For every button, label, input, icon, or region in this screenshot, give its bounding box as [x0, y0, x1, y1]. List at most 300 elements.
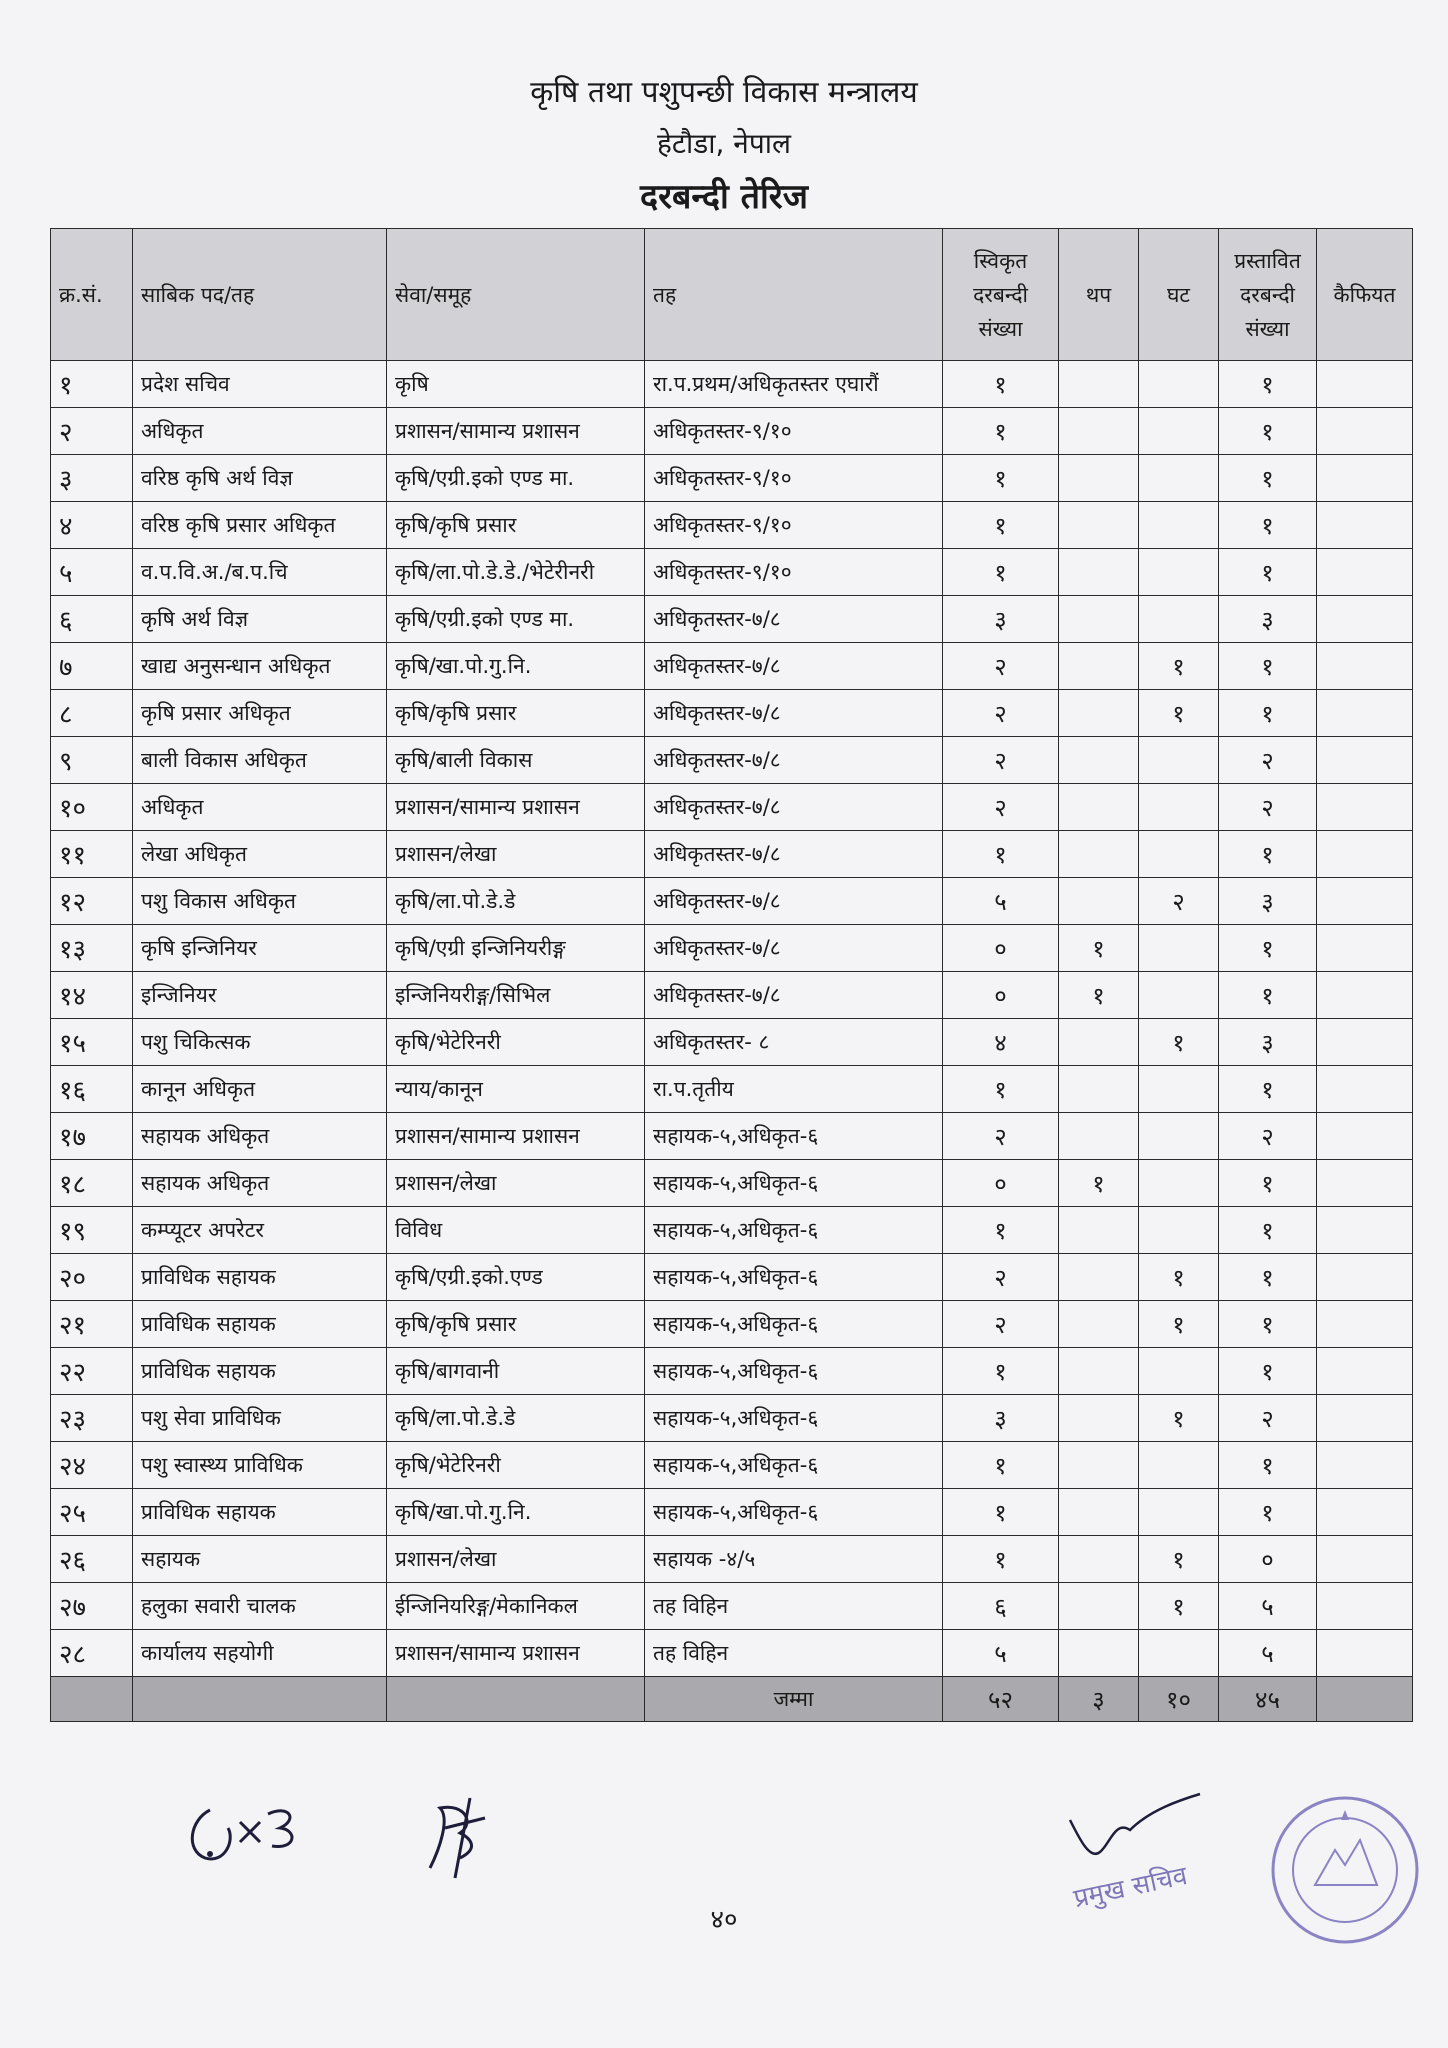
cell-reduce: १: [1139, 643, 1219, 690]
cell-approved: २: [943, 690, 1059, 737]
cell-reduce: १: [1139, 690, 1219, 737]
cell-reduce: १: [1139, 1254, 1219, 1301]
cell-reduce: [1139, 1489, 1219, 1536]
cell-sn: २०: [51, 1254, 133, 1301]
cell-add: [1059, 1113, 1139, 1160]
cell-proposed: ३: [1219, 878, 1317, 925]
total-empty-cell: [387, 1677, 645, 1722]
cell-level: सहायक-५,अधिकृत-६: [645, 1113, 943, 1160]
table-row: [51, 925, 1413, 972]
cell-level: अधिकृतस्तर-७/८: [645, 737, 943, 784]
cell-proposed: १: [1219, 1160, 1317, 1207]
cell-service: कृषि/ला.पो.डे.डे: [387, 878, 645, 925]
cell-service: कृषि/भेटेरिनरी: [387, 1442, 645, 1489]
cell-remark: [1317, 1160, 1413, 1207]
cell-remark: [1317, 1583, 1413, 1630]
cell-add: [1059, 1489, 1139, 1536]
cell-remark: [1317, 878, 1413, 925]
total-empty-cell: [51, 1677, 133, 1722]
cell-approved: १: [943, 1536, 1059, 1583]
location: हेटौडा, नेपाल: [657, 127, 791, 160]
cell-proposed: १: [1219, 1066, 1317, 1113]
cell-sn: २: [51, 408, 133, 455]
cell-add: [1059, 1583, 1139, 1630]
cell-sn: १६: [51, 1066, 133, 1113]
cell-level: अधिकृतस्तर-७/८: [645, 972, 943, 1019]
col-header-remark: कैफियत: [1317, 229, 1413, 361]
cell-reduce: [1139, 1348, 1219, 1395]
cell-approved: २: [943, 643, 1059, 690]
cell-approved: ०: [943, 972, 1059, 1019]
cell-level: सहायक-५,अधिकृत-६: [645, 1395, 943, 1442]
cell-add: १: [1059, 1160, 1139, 1207]
cell-post: अधिकृत: [133, 408, 387, 455]
cell-reduce: १: [1139, 1395, 1219, 1442]
cell-remark: [1317, 1019, 1413, 1066]
cell-sn: २१: [51, 1301, 133, 1348]
cell-post: कृषि अर्थ विज्ञ: [133, 596, 387, 643]
col-header-approved: स्विकृत दरबन्दी संख्या: [943, 229, 1059, 361]
cell-post: वरिष्ठ कृषि अर्थ विज्ञ: [133, 455, 387, 502]
cell-level: अधिकृतस्तर-९/१०: [645, 549, 943, 596]
cell-approved: १: [943, 502, 1059, 549]
cell-approved: ३: [943, 596, 1059, 643]
cell-remark: [1317, 408, 1413, 455]
cell-sn: २५: [51, 1489, 133, 1536]
cell-service: कृषि/खा.पो.गु.नि.: [387, 643, 645, 690]
cell-remark: [1317, 1630, 1413, 1677]
cell-service: कृषि/एग्री.इको एण्ड मा.: [387, 455, 645, 502]
cell-sn: १७: [51, 1113, 133, 1160]
cell-proposed: १: [1219, 831, 1317, 878]
cell-approved: १: [943, 549, 1059, 596]
col-header-post: साबिक पद/तह: [133, 229, 387, 361]
cell-post: इन्जिनियर: [133, 972, 387, 1019]
cell-remark: [1317, 596, 1413, 643]
cell-add: [1059, 1066, 1139, 1113]
cell-proposed: ३: [1219, 596, 1317, 643]
cell-approved: १: [943, 455, 1059, 502]
cell-approved: २: [943, 1254, 1059, 1301]
cell-remark: [1317, 925, 1413, 972]
cell-reduce: [1139, 737, 1219, 784]
cell-reduce: [1139, 925, 1219, 972]
cell-sn: ५: [51, 549, 133, 596]
cell-remark: [1317, 502, 1413, 549]
cell-proposed: १: [1219, 1489, 1317, 1536]
cell-approved: ५: [943, 1630, 1059, 1677]
cell-remark: [1317, 455, 1413, 502]
cell-sn: २२: [51, 1348, 133, 1395]
col-header-proposed: प्रस्तावित दरबन्दी संख्या: [1219, 229, 1317, 361]
cell-proposed: १: [1219, 455, 1317, 502]
cell-reduce: [1139, 1113, 1219, 1160]
cell-sn: ७: [51, 643, 133, 690]
table-row: [51, 1113, 1413, 1160]
cell-post: अधिकृत: [133, 784, 387, 831]
cell-service: कृषि/खा.पो.गु.नि.: [387, 1489, 645, 1536]
cell-approved: १: [943, 1348, 1059, 1395]
cell-post: व.प.वि.अ./ब.प.चि: [133, 549, 387, 596]
cell-post: प्राविधिक सहायक: [133, 1348, 387, 1395]
table-row: [51, 1019, 1413, 1066]
cell-add: [1059, 1630, 1139, 1677]
cell-post: वरिष्ठ कृषि प्रसार अधिकृत: [133, 502, 387, 549]
cell-level: सहायक-५,अधिकृत-६: [645, 1301, 943, 1348]
cell-reduce: २: [1139, 878, 1219, 925]
cell-remark: [1317, 1395, 1413, 1442]
cell-post: पशु स्वास्थ्य प्राविधिक: [133, 1442, 387, 1489]
cell-add: [1059, 455, 1139, 502]
cell-approved: ०: [943, 925, 1059, 972]
cell-add: [1059, 549, 1139, 596]
cell-post: कम्प्यूटर अपरेटर: [133, 1207, 387, 1254]
cell-reduce: [1139, 1207, 1219, 1254]
cell-approved: १: [943, 1207, 1059, 1254]
cell-add: [1059, 1348, 1139, 1395]
cell-post: पशु विकास अधिकृत: [133, 878, 387, 925]
col-header-service: सेवा/समूह: [387, 229, 645, 361]
table-row: [51, 1442, 1413, 1489]
table-row: [51, 1254, 1413, 1301]
table-row: [51, 737, 1413, 784]
cell-proposed: ५: [1219, 1583, 1317, 1630]
table-row: [51, 1066, 1413, 1113]
cell-reduce: [1139, 1442, 1219, 1489]
cell-add: [1059, 1207, 1139, 1254]
cell-post: कार्यालय सहयोगी: [133, 1630, 387, 1677]
total-empty-cell: [133, 1677, 387, 1722]
cell-level: सहायक-५,अधिकृत-६: [645, 1442, 943, 1489]
cell-post: सहायक अधिकृत: [133, 1160, 387, 1207]
cell-approved: १: [943, 1066, 1059, 1113]
cell-post: बाली विकास अधिकृत: [133, 737, 387, 784]
table-body: [51, 361, 1413, 1677]
cell-remark: [1317, 737, 1413, 784]
stamp-text: प्रमुख सचिव: [1071, 1860, 1190, 1915]
table-row: [51, 1536, 1413, 1583]
cell-proposed: १: [1219, 1301, 1317, 1348]
cell-sn: ४: [51, 502, 133, 549]
cell-sn: १२: [51, 878, 133, 925]
cell-service: कृषि: [387, 361, 645, 408]
cell-sn: ८: [51, 690, 133, 737]
cell-proposed: १: [1219, 1348, 1317, 1395]
cell-reduce: [1139, 972, 1219, 1019]
cell-remark: [1317, 690, 1413, 737]
cell-add: [1059, 1536, 1139, 1583]
cell-post: पशु सेवा प्राविधिक: [133, 1395, 387, 1442]
cell-add: [1059, 1254, 1139, 1301]
cell-add: [1059, 831, 1139, 878]
cell-level: सहायक-५,अधिकृत-६: [645, 1489, 943, 1536]
cell-level: सहायक-५,अधिकृत-६: [645, 1254, 943, 1301]
cell-approved: ०: [943, 1160, 1059, 1207]
table-row: [51, 1583, 1413, 1630]
cell-level: रा.प.तृतीय: [645, 1066, 943, 1113]
cell-service: प्रशासन/सामान्य प्रशासन: [387, 1630, 645, 1677]
cell-post: प्राविधिक सहायक: [133, 1254, 387, 1301]
cell-remark: [1317, 1301, 1413, 1348]
total-approved: ५२: [943, 1677, 1059, 1722]
cell-approved: १: [943, 831, 1059, 878]
cell-add: १: [1059, 972, 1139, 1019]
cell-reduce: [1139, 455, 1219, 502]
cell-level: सहायक-५,अधिकृत-६: [645, 1160, 943, 1207]
cell-remark: [1317, 643, 1413, 690]
cell-level: अधिकृतस्तर-७/८: [645, 878, 943, 925]
cell-level: अधिकृतस्तर-९/१०: [645, 502, 943, 549]
cell-reduce: १: [1139, 1301, 1219, 1348]
cell-remark: [1317, 1536, 1413, 1583]
cell-post: प्राविधिक सहायक: [133, 1301, 387, 1348]
cell-level: तह विहिन: [645, 1583, 943, 1630]
cell-proposed: १: [1219, 1442, 1317, 1489]
cell-level: अधिकृतस्तर-९/१०: [645, 408, 943, 455]
cell-sn: २८: [51, 1630, 133, 1677]
col-header-sn: क्र.सं.: [51, 229, 133, 361]
cell-add: [1059, 784, 1139, 831]
table-row: [51, 408, 1413, 455]
cell-sn: ९: [51, 737, 133, 784]
cell-approved: १: [943, 1442, 1059, 1489]
cell-add: [1059, 1301, 1139, 1348]
cell-level: अधिकृतस्तर-७/८: [645, 784, 943, 831]
total-add: ३: [1059, 1677, 1139, 1722]
cell-post: सहायक: [133, 1536, 387, 1583]
cell-approved: १: [943, 361, 1059, 408]
cell-reduce: [1139, 1160, 1219, 1207]
cell-level: अधिकृतस्तर-७/८: [645, 925, 943, 972]
table-row: [51, 831, 1413, 878]
cell-proposed: १: [1219, 1207, 1317, 1254]
cell-sn: ६: [51, 596, 133, 643]
cell-sn: १५: [51, 1019, 133, 1066]
cell-sn: १३: [51, 925, 133, 972]
cell-service: न्याय/कानून: [387, 1066, 645, 1113]
cell-approved: ४: [943, 1019, 1059, 1066]
cell-level: सहायक -४/५: [645, 1536, 943, 1583]
cell-add: [1059, 690, 1139, 737]
table-row: [51, 1301, 1413, 1348]
cell-add: [1059, 596, 1139, 643]
cell-approved: १: [943, 408, 1059, 455]
total-proposed: ४५: [1219, 1677, 1317, 1722]
cell-post: प्राविधिक सहायक: [133, 1489, 387, 1536]
cell-post: सहायक अधिकृत: [133, 1113, 387, 1160]
cell-service: इन्जिनियरीङ्ग/सिभिल: [387, 972, 645, 1019]
table-row: [51, 972, 1413, 1019]
cell-approved: २: [943, 1113, 1059, 1160]
cell-service: प्रशासन/लेखा: [387, 1160, 645, 1207]
cell-remark: [1317, 1254, 1413, 1301]
cell-service: कृषि/बागवानी: [387, 1348, 645, 1395]
cell-proposed: १: [1219, 361, 1317, 408]
cell-add: [1059, 878, 1139, 925]
table-row: [51, 1489, 1413, 1536]
cell-proposed: ३: [1219, 1019, 1317, 1066]
cell-service: प्रशासन/लेखा: [387, 831, 645, 878]
table-row: [51, 878, 1413, 925]
cell-add: [1059, 737, 1139, 784]
cell-service: कृषि/कृषि प्रसार: [387, 502, 645, 549]
cell-remark: [1317, 361, 1413, 408]
table-row: [51, 549, 1413, 596]
cell-reduce: १: [1139, 1019, 1219, 1066]
cell-sn: १९: [51, 1207, 133, 1254]
cell-reduce: [1139, 1066, 1219, 1113]
total-label: जम्मा: [645, 1677, 943, 1722]
col-header-level: तह: [645, 229, 943, 361]
cell-proposed: १: [1219, 502, 1317, 549]
cell-service: प्रशासन/सामान्य प्रशासन: [387, 1113, 645, 1160]
table-row: [51, 690, 1413, 737]
table-row: [51, 1160, 1413, 1207]
cell-add: [1059, 643, 1139, 690]
table-row: [51, 1207, 1413, 1254]
cell-reduce: १: [1139, 1583, 1219, 1630]
cell-reduce: [1139, 596, 1219, 643]
cell-sn: ३: [51, 455, 133, 502]
table-row: [51, 1348, 1413, 1395]
cell-reduce: [1139, 831, 1219, 878]
cell-proposed: १: [1219, 972, 1317, 1019]
cell-add: [1059, 408, 1139, 455]
cell-service: कृषि/ला.पो.डे.डे: [387, 1395, 645, 1442]
cell-proposed: ५: [1219, 1630, 1317, 1677]
table-row: [51, 784, 1413, 831]
cell-level: अधिकृतस्तर-७/८: [645, 643, 943, 690]
cell-sn: २६: [51, 1536, 133, 1583]
cell-remark: [1317, 549, 1413, 596]
cell-level: तह विहिन: [645, 1630, 943, 1677]
cell-add: [1059, 1395, 1139, 1442]
col-header-reduce: घट: [1139, 229, 1219, 361]
document-title: दरबन्दी तेरिज: [640, 177, 808, 217]
cell-level: सहायक-५,अधिकृत-६: [645, 1348, 943, 1395]
cell-service: कृषि/कृषि प्रसार: [387, 690, 645, 737]
cell-service: प्रशासन/लेखा: [387, 1536, 645, 1583]
cell-proposed: २: [1219, 784, 1317, 831]
cell-post: प्रदेश सचिव: [133, 361, 387, 408]
cell-reduce: [1139, 549, 1219, 596]
cell-sn: २४: [51, 1442, 133, 1489]
cell-add: [1059, 1442, 1139, 1489]
cell-add: १: [1059, 925, 1139, 972]
cell-post: हलुका सवारी चालक: [133, 1583, 387, 1630]
table-row: [51, 361, 1413, 408]
cell-proposed: १: [1219, 408, 1317, 455]
cell-post: कानून अधिकृत: [133, 1066, 387, 1113]
cell-sn: १०: [51, 784, 133, 831]
cell-level: अधिकृतस्तर-९/१०: [645, 455, 943, 502]
cell-add: [1059, 361, 1139, 408]
cell-proposed: १: [1219, 643, 1317, 690]
cell-level: अधिकृतस्तर- ८: [645, 1019, 943, 1066]
cell-post: खाद्य अनुसन्धान अधिकृत: [133, 643, 387, 690]
cell-remark: [1317, 1489, 1413, 1536]
cell-service: कृषि/एग्री.इको.एण्ड: [387, 1254, 645, 1301]
cell-proposed: १: [1219, 690, 1317, 737]
cell-service: कृषि/बाली विकास: [387, 737, 645, 784]
page-number: ४०: [710, 1905, 738, 1935]
cell-approved: ३: [943, 1395, 1059, 1442]
darbandi-table: [50, 228, 1413, 1722]
cell-sn: २७: [51, 1583, 133, 1630]
cell-service: कृषि/एग्री.इको एण्ड मा.: [387, 596, 645, 643]
cell-approved: ५: [943, 878, 1059, 925]
cell-reduce: [1139, 1630, 1219, 1677]
cell-approved: १: [943, 1489, 1059, 1536]
cell-sn: १: [51, 361, 133, 408]
total-reduce: १०: [1139, 1677, 1219, 1722]
signature-3-icon: [1060, 1790, 1210, 1870]
cell-post: कृषि इन्जिनियर: [133, 925, 387, 972]
cell-approved: २: [943, 737, 1059, 784]
cell-remark: [1317, 831, 1413, 878]
table-row: [51, 1395, 1413, 1442]
cell-post: कृषि प्रसार अधिकृत: [133, 690, 387, 737]
cell-proposed: २: [1219, 1113, 1317, 1160]
cell-service: कृषि/ला.पो.डे.डे./भेटेरीनरी: [387, 549, 645, 596]
total-row: [51, 1677, 1413, 1722]
cell-level: अधिकृतस्तर-७/८: [645, 596, 943, 643]
cell-approved: २: [943, 1301, 1059, 1348]
signature-2-icon: [410, 1778, 500, 1888]
cell-level: सहायक-५,अधिकृत-६: [645, 1207, 943, 1254]
cell-remark: [1317, 1442, 1413, 1489]
cell-level: अधिकृतस्तर-७/८: [645, 831, 943, 878]
cell-reduce: १: [1139, 1536, 1219, 1583]
signature-1-icon: [180, 1780, 310, 1870]
cell-service: प्रशासन/सामान्य प्रशासन: [387, 408, 645, 455]
table-row: [51, 502, 1413, 549]
cell-proposed: २: [1219, 737, 1317, 784]
cell-service: विविध: [387, 1207, 645, 1254]
cell-reduce: [1139, 361, 1219, 408]
table-header-row: [51, 229, 1413, 361]
cell-level: रा.प.प्रथम/अधिकृतस्तर एघारौं: [645, 361, 943, 408]
cell-sn: ११: [51, 831, 133, 878]
cell-sn: १४: [51, 972, 133, 1019]
cell-reduce: [1139, 784, 1219, 831]
cell-post: लेखा अधिकृत: [133, 831, 387, 878]
cell-sn: १८: [51, 1160, 133, 1207]
cell-sn: २३: [51, 1395, 133, 1442]
table-row: [51, 1630, 1413, 1677]
ministry-name: कृषि तथा पशुपन्छी विकास मन्त्रालय: [530, 75, 918, 110]
cell-level: अधिकृतस्तर-७/८: [645, 690, 943, 737]
cell-proposed: १: [1219, 549, 1317, 596]
table-row: [51, 455, 1413, 502]
cell-service: प्रशासन/सामान्य प्रशासन: [387, 784, 645, 831]
cell-proposed: २: [1219, 1395, 1317, 1442]
cell-post: पशु चिकित्सक: [133, 1019, 387, 1066]
cell-proposed: १: [1219, 925, 1317, 972]
cell-reduce: [1139, 502, 1219, 549]
cell-proposed: १: [1219, 1254, 1317, 1301]
cell-remark: [1317, 1207, 1413, 1254]
cell-proposed: ०: [1219, 1536, 1317, 1583]
cell-service: ईन्जिनियरिङ्ग/मेकानिकल: [387, 1583, 645, 1630]
cell-service: कृषि/कृषि प्रसार: [387, 1301, 645, 1348]
cell-remark: [1317, 1066, 1413, 1113]
cell-service: कृषि/एग्री इन्जिनियरीङ्ग: [387, 925, 645, 972]
cell-reduce: [1139, 408, 1219, 455]
cell-add: [1059, 1019, 1139, 1066]
cell-remark: [1317, 972, 1413, 1019]
total-empty-cell: [1317, 1677, 1413, 1722]
